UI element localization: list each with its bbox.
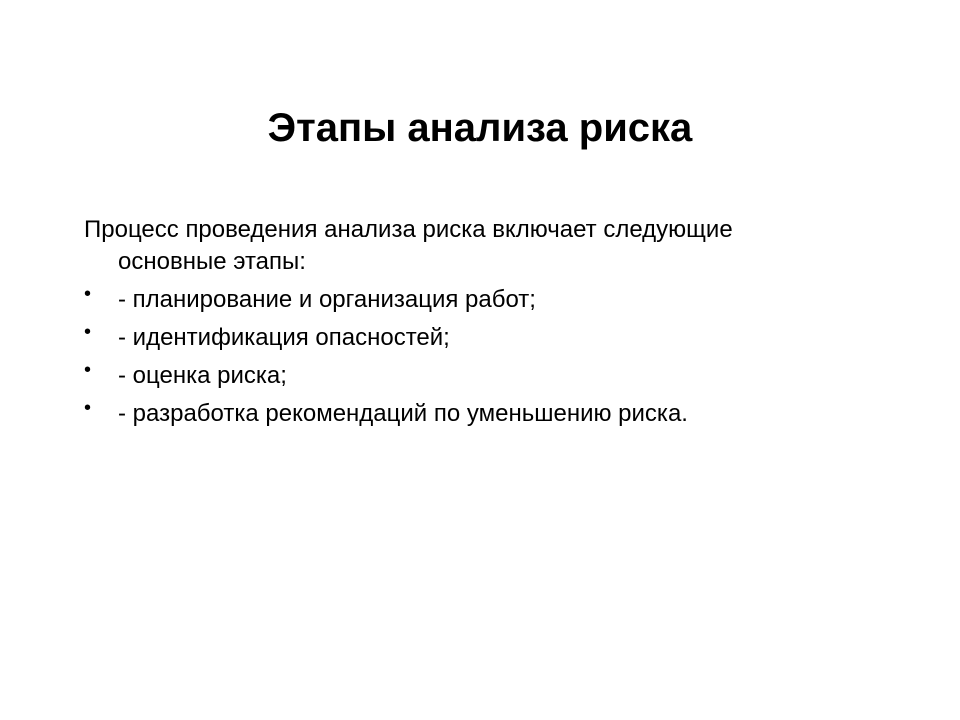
stages-list [84, 284, 844, 430]
list-item-text: - разработка рекомендаций по уменьшению риска. [118, 400, 688, 427]
bullet-icon: • [84, 397, 92, 419]
list-item [84, 322, 844, 354]
slide-title: Этапы анализа риска [267, 106, 693, 150]
intro-text: Процесс проведения анализа риска включает следующие основные этапы: [84, 216, 733, 275]
list-item [84, 360, 844, 392]
list-item-text: - идентификация опасностей; [118, 324, 450, 351]
list-item-text: - планирование и организация работ; [118, 286, 536, 313]
slide-body [84, 214, 844, 436]
list-item [84, 398, 844, 430]
bullet-icon: • [84, 359, 92, 381]
bullet-icon: • [84, 321, 92, 343]
bullet-icon: • [84, 283, 92, 305]
list-item [84, 284, 844, 316]
list-item-text: - оценка риска; [118, 362, 287, 389]
